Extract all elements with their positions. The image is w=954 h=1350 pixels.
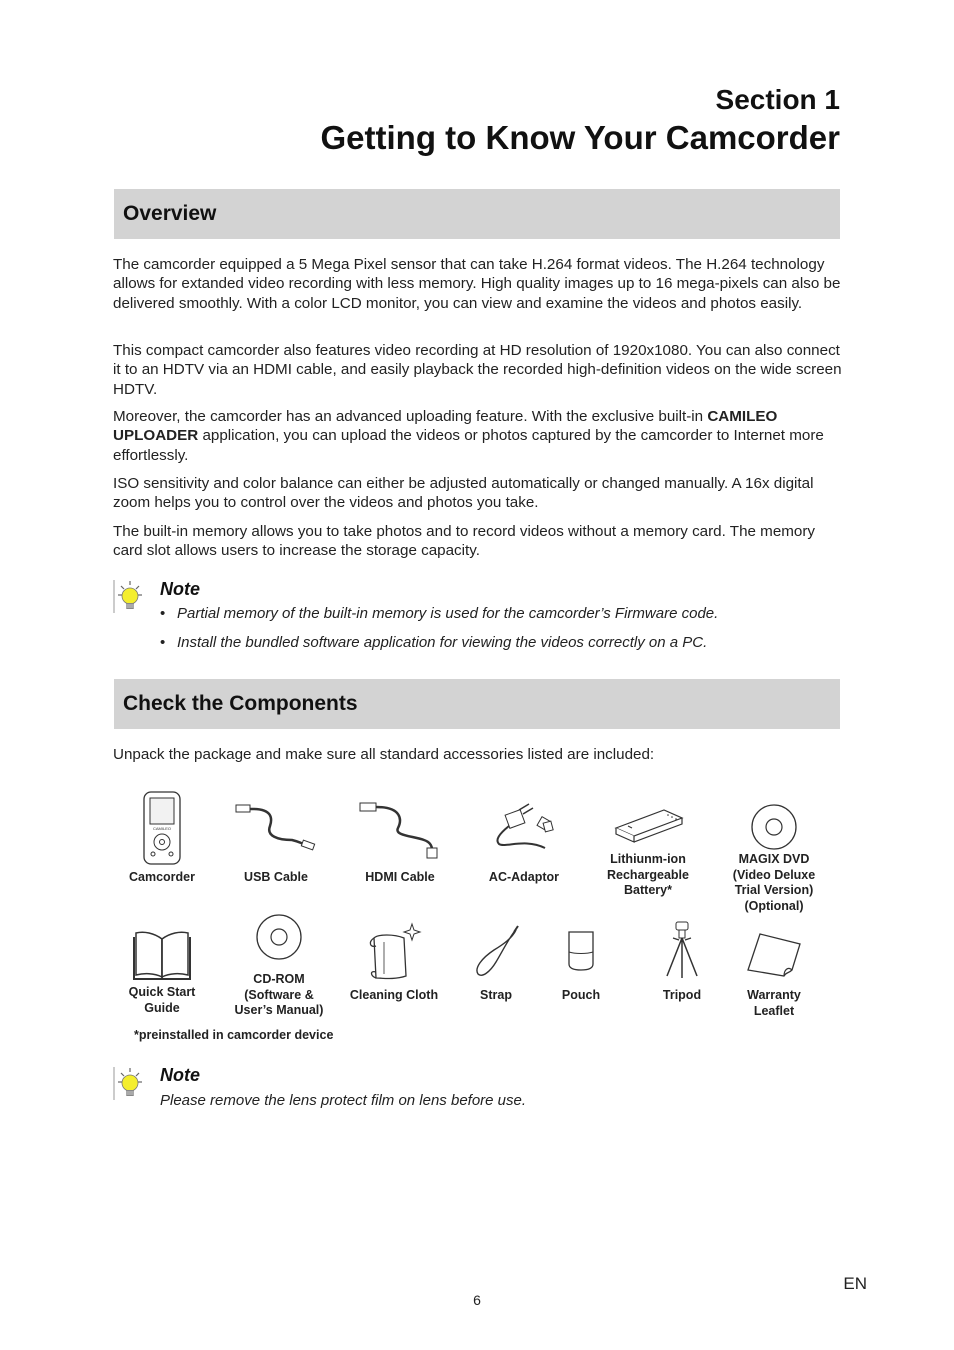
paragraph-3-text-start: Moreover, the camcorder has an advanced uploading feature. With the exclusive built-in — [113, 408, 708, 425]
component-label: Cleaning Cloth — [349, 988, 439, 1002]
note-1-item-1 — [160, 605, 718, 622]
component-label: Tripod — [662, 988, 702, 1002]
note-2-text: Please remove the lens protect film on lens before use. — [160, 1092, 527, 1109]
component-hdmi-cable — [340, 790, 460, 886]
paragraph-3-text-end: application, you can upload the videos or photos captured by the camcorder to Internet more effortlessly. — [113, 427, 824, 464]
component-ac-adaptor — [464, 790, 584, 886]
note-2-title: Note — [160, 1065, 200, 1085]
component-usb-cable — [216, 790, 336, 886]
component-warranty-leaflet — [714, 920, 834, 1019]
component-label: HDMI Cable — [365, 870, 435, 884]
page-title: Getting to Know Your Camcorder — [320, 119, 840, 156]
components-intro: Unpack the package and make sure all standard accessories listed are included: — [113, 746, 655, 763]
cd-rom-icon — [249, 910, 309, 966]
camileo-uploader-name: CAMILEO UPLOADER — [113, 408, 778, 445]
component-label: Camcorder — [129, 870, 195, 884]
preinstalled-footnote: *preinstalled in camcorder device — [134, 1028, 334, 1042]
component-battery — [588, 790, 708, 899]
ac-adaptor-icon — [489, 790, 559, 866]
component-label: Strap — [480, 988, 512, 1002]
book-icon — [132, 925, 192, 981]
note-1-item-1-text: Partial memory of the built-in memory is used for the camcorder’s Firmware code. — [177, 605, 719, 622]
page-number: 6 — [473, 1292, 481, 1308]
components-heading: Check the Components — [123, 692, 358, 715]
component-magix-dvd — [714, 790, 834, 914]
bullet: • — [160, 634, 166, 651]
component-label: Pouch — [561, 988, 601, 1002]
overview-paragraph-4: ISO sensitivity and color balance can either be adjusted automatically or changed manually. A 16x digital zoom helps you to control over the videos and photos you take. — [113, 475, 814, 512]
language-code: EN — [843, 1274, 867, 1293]
overview-paragraph-1: The camcorder equipped a 5 Mega Pixel sensor that can take H.264 format videos. The H.264 technology allows for extanded video recording with less memory. High quality images up to 16 mega-pixels can also be delivered smoothly. With a color LCD monitor, you can view and examine the videos and photos easily. — [113, 256, 841, 312]
component-label: MAGIX DVD (Video Deluxe Trial Version) (Optional) — [732, 852, 816, 913]
overview-heading-band — [114, 189, 840, 239]
camcorder-icon — [142, 790, 182, 866]
overview-paragraph-2: This compact camcorder also features video recording at HD resolution of 1920x1080. You can also connect it to an HDTV via an HDMI cable, and easily playback the recorded high-definition videos on the wide screen HDTV. — [113, 342, 842, 398]
component-camcorder — [102, 790, 222, 886]
dvd-icon — [744, 790, 804, 852]
component-label: CD-ROM (Software & User’s Manual) — [234, 972, 324, 1017]
overview-paragraph-3 — [113, 407, 843, 465]
bullet: • — [160, 605, 166, 622]
strap-icon — [464, 920, 528, 982]
overview-paragraph-5: The built-in memory allows you to take photos and to record videos without a memory card. The memory card slot allows users to increase the storage capacity. — [113, 523, 816, 560]
note-1-title: Note — [160, 579, 200, 599]
svg-text:CAMILEO: CAMILEO — [152, 826, 172, 831]
cleaning-cloth-icon — [364, 920, 424, 982]
usb-cable-icon — [234, 790, 318, 866]
lightbulb-icon — [113, 1065, 147, 1101]
components-heading-band — [114, 679, 840, 729]
note-1-item-2-text: Install the bundled software application for viewing the videos correctly on a PC. — [177, 634, 708, 651]
component-label: USB Cable — [244, 870, 308, 884]
lightbulb-icon — [113, 578, 147, 614]
component-label: Quick Start Guide — [128, 985, 196, 1015]
component-label: Warranty Leaflet — [747, 988, 801, 1018]
hdmi-cable-icon — [358, 790, 442, 866]
section-label: Section 1 — [715, 84, 840, 115]
component-quick-start-guide — [102, 925, 222, 1016]
pouch-icon — [561, 920, 601, 982]
warranty-leaflet-icon — [742, 920, 806, 982]
note-1-item-2 — [160, 634, 707, 651]
component-label: Lithiunm-ion Rechargeable Battery* — [607, 852, 689, 897]
overview-heading: Overview — [123, 202, 217, 225]
tripod-icon — [657, 920, 707, 982]
battery-icon — [610, 790, 686, 850]
component-cd-rom — [219, 910, 339, 1019]
component-label: AC-Adaptor — [488, 870, 560, 884]
